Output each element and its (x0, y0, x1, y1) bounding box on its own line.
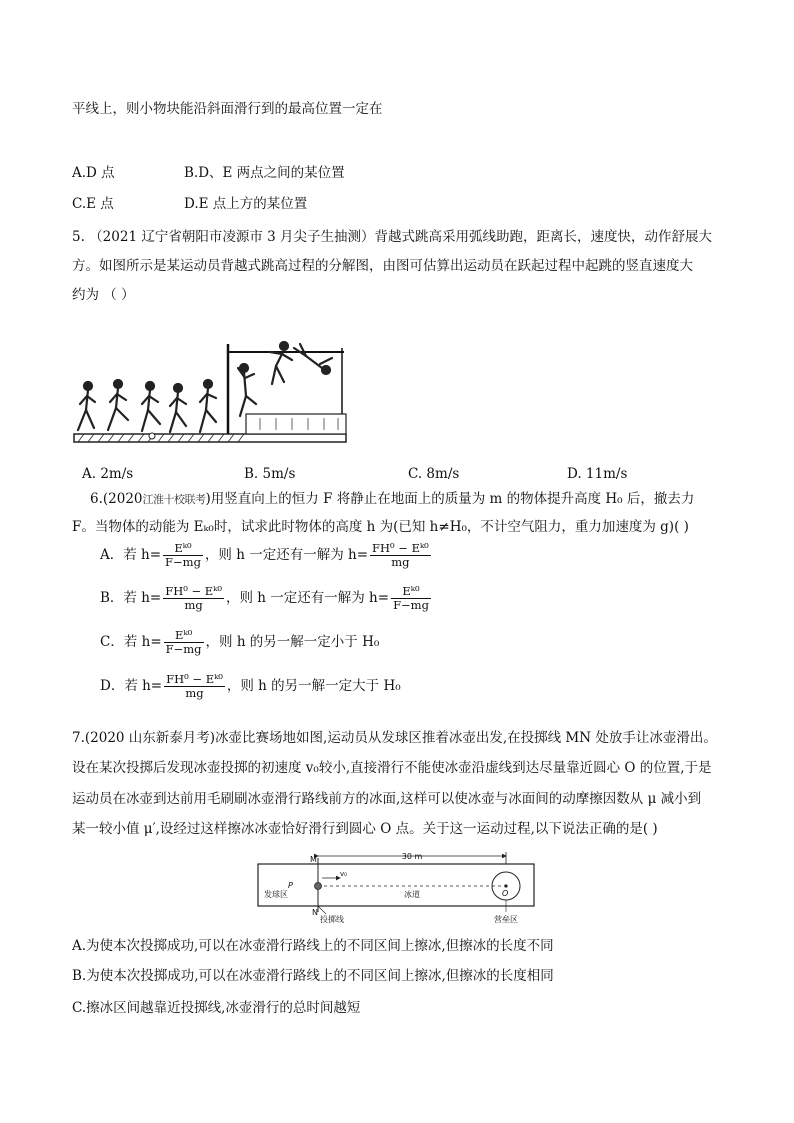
distance-label: 30 m (401, 852, 423, 861)
q7-option-b: B.为使本次投掷成功,可以在冰壶滑行路线上的不同区间上擦冰,但擦冰的长度相同 (72, 968, 554, 984)
fraction: $\frac{\text{FH⁰ − Eᵏ⁰}}{mg}$ (165, 584, 222, 612)
q5-stem-line1: 5. （2021 辽宁省朝阳市凌源市 3 月尖子生抽测）背越式跳高采用弧线助跑，距离长，速度快，动作舒展大 (72, 229, 712, 245)
q4-option-d: D.E 点上方的某位置 (184, 196, 308, 212)
q6-stem-line2: F。当物体的动能为 Eₖ₀时，试求此时物体的高度 h 为(已知 h≠H₀，不计空气阻力，重力加速度为 g)( ) (72, 519, 689, 535)
q6-number: 6.(2020 (90, 491, 143, 507)
q6-option-b: B．若 h= $\frac{\text{FH⁰ − Eᵏ⁰}}{mg}$ ，则 h 一定还有一解为 h= $\frac{\text{Eᵏ⁰}}{F-mg}$ (100, 584, 429, 612)
q7-option-c: C.擦冰区间越靠近投掷线,冰壶滑行的总时间越短 (72, 1000, 361, 1016)
q5-option-b: B. 5m/s (244, 466, 296, 482)
fraction: $\frac{\text{Eᵏ⁰}}{F-mg}$ (165, 541, 201, 569)
q7-stem-line2: 设在某次投掷后发现冰壶投掷的初速度 v₀较小,直接滑行不能使冰壶沿虚线到达尽量靠近圆心 O 的位置,于是 (72, 760, 712, 776)
high-jump-figure (70, 338, 352, 448)
intro-line: 平线上，则小物块能沿斜面滑行到的最高位置一定在 (72, 101, 383, 117)
label-n: N (312, 908, 318, 917)
zone-house-label: 营垒区 (494, 915, 518, 924)
q5-option-d: D. 11m/s (567, 466, 628, 482)
q6-source-stamp: 江淮十校联考 (142, 493, 206, 506)
q4-option-a: A.D 点 (72, 165, 115, 181)
q7-stem-line4: 某一较小值 μ′,设经过这样擦冰冰壶恰好滑行到圆心 O 点。关于这一运动过程,以下说法正确的是( ) (72, 821, 658, 837)
q7-stem-line3: 运动员在冰壶到达前用毛刷刷冰壶滑行路线前方的冰面,这样可以使冰壶与冰面间的动摩擦因数从 μ 减小到 (72, 791, 702, 807)
zone-serve-label: 发球区 (264, 890, 288, 899)
fraction: $\frac{\text{Eᵏ⁰}}{F-mg}$ (393, 584, 429, 612)
q7-option-a: A.为使本次投掷成功,可以在冰壶滑行路线上的不同区间上擦冰,但擦冰的长度不同 (72, 938, 554, 954)
q6-stem-line1 (90, 489, 694, 510)
fraction: $\frac{\text{FH⁰ − Eᵏ⁰}}{mg}$ (166, 672, 223, 700)
q7-stem-line1: 7.(2020 山东新泰月考)冰壶比赛场地如图,运动员从发球区推着冰壶出发,在投掷线 MN 处放手让冰壶滑出。 (72, 730, 717, 746)
label-v0: v₀ (340, 870, 347, 878)
q6-option-c: C．若 h= $\frac{\text{Eᵏ⁰}}{F-mg}$ ，则 h 的另一解一定小于 H₀ (100, 628, 380, 656)
label-o: O (502, 889, 509, 898)
q6-stem-rest: )用竖直向上的恒力 F 将静止在地面上的质量为 m 的物体提升高度 H₀ 后，撤去力 (205, 491, 695, 507)
q5-option-a: A. 2m/s (82, 466, 134, 482)
q5-stem-line2: 方。如图所示是某运动员背越式跳高过程的分解图，由图可估算出运动员在跃起过程中起跳的竖直速度大 (72, 258, 693, 274)
q5-stem-line3: 约为 （ ） (72, 287, 135, 303)
fraction: $\frac{\text{FH⁰ − Eᵏ⁰}}{mg}$ (372, 541, 429, 569)
curling-diagram (256, 850, 538, 924)
q5-option-c: C. 8m/s (408, 466, 460, 482)
zone-lane-label: 冰道 (404, 890, 420, 899)
fraction: $\frac{\text{Eᵏ⁰}}{F-mg}$ (165, 628, 202, 656)
throw-line-label: 投掷线 (320, 915, 344, 924)
q6-option-d: D．若 h= $\frac{\text{FH⁰ − Eᵏ⁰}}{mg}$ ，则 h 的另一解一定大于 H₀ (100, 672, 401, 700)
q4-option-c: C.E 点 (72, 196, 114, 212)
label-m: M (310, 855, 317, 864)
q4-option-b: B.D、E 两点之间的某位置 (184, 165, 345, 181)
label-p: P (288, 881, 293, 890)
q6-option-a: A．若 h= $\frac{\text{Eᵏ⁰}}{F-mg}$ ，则 h 一定还有一解为 h= $\frac{\text{FH⁰ − Eᵏ⁰}}{mg}$ (100, 541, 429, 569)
